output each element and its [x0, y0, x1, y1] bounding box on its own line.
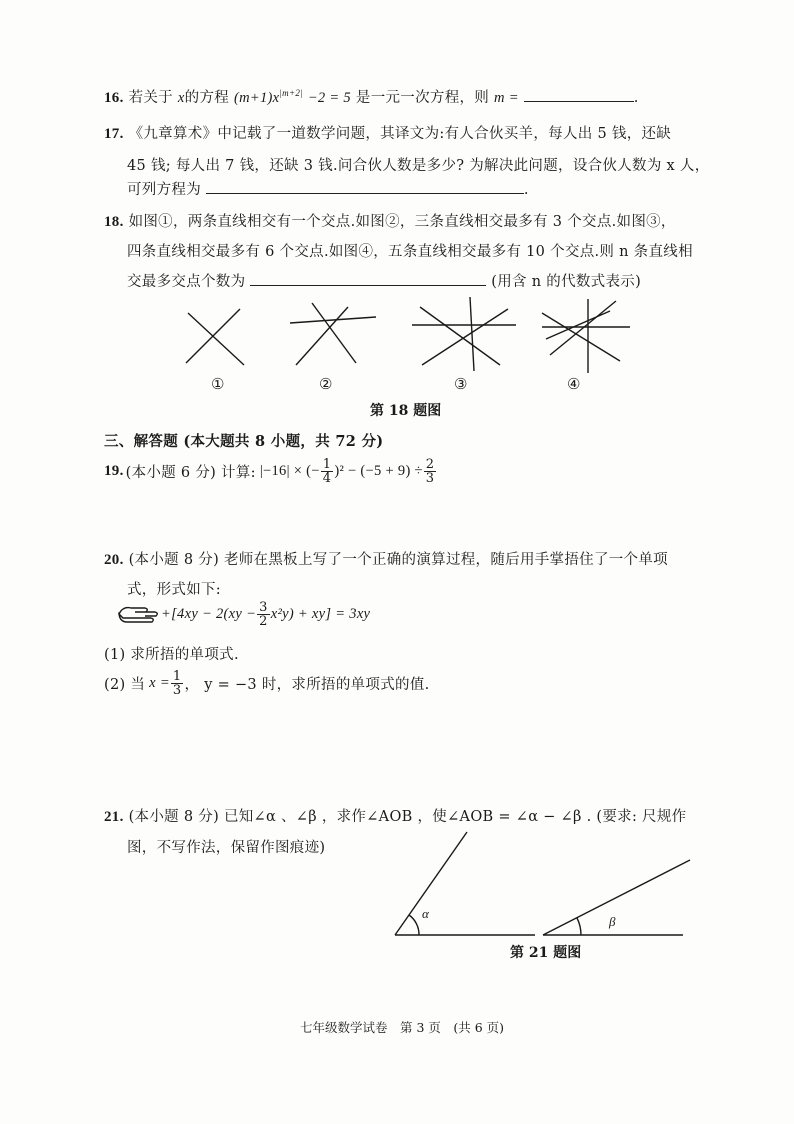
question-16 [104, 86, 639, 107]
q20-part2-x: x = [149, 675, 170, 691]
answer-blank[interactable] [524, 89, 634, 102]
q19-frac2-num: 2 [425, 457, 435, 472]
question-19 [104, 458, 437, 485]
q16-equation-rest: −2 = 5 [307, 90, 351, 106]
q16-equation-lhs: (m+1)x [233, 90, 280, 106]
angle-beta [543, 860, 690, 935]
figure-label-3: ③ [454, 375, 468, 393]
figure-label-4: ④ [567, 375, 581, 393]
q20-formula [115, 600, 370, 628]
q17-end: . [523, 182, 529, 198]
q21-line2: 图，不写作法，保留作图痕迹) [127, 840, 326, 856]
q20-line1: (本小题 8 分) 老师在黑板上写了一个正确的演算过程，随后用手掌捂住了一个单项 [128, 552, 668, 568]
q17-line2: 45 钱; 每人出 7 钱，还缺 3 钱.问合伙人数是多少? 为解决此问题，设合伙人数为 x 人， [127, 158, 710, 174]
figure-18-caption: 第 18 题图 [370, 403, 442, 419]
question-number: 18. [104, 214, 124, 230]
figure-18-3 [412, 297, 516, 371]
q17-line3-text: 可列方程为 [127, 182, 201, 198]
q20-part1: (1) 求所捂的单项式. [104, 647, 239, 663]
alpha-label: α [422, 906, 429, 921]
q18-line3-text: 交最多交点个数为 [127, 274, 246, 290]
q21-line1: (本小题 8 分) 已知∠α 、∠β ，求作∠AOB ，使∠AOB = ∠α − ∠β . (要求: 尺规作 [128, 809, 687, 825]
q16-prefix: 若关于 [128, 90, 173, 106]
figure-18-2 [290, 303, 376, 365]
answer-blank[interactable] [206, 181, 524, 194]
hand-icon [115, 600, 161, 628]
q20-part2-frac-num: 1 [172, 669, 182, 684]
q20-frac-num: 3 [259, 599, 268, 615]
q18-line3 [127, 270, 641, 291]
q20-part2 [104, 670, 430, 697]
section-3-title: 三、解答题 (本大题共 8 小题，共 72 分) [104, 433, 384, 450]
question-number: 16. [104, 90, 124, 106]
figure-label-1: ① [211, 375, 225, 393]
question-number: 17. [104, 126, 124, 142]
var-x: x [177, 90, 185, 106]
q19-frac1-den: 4 [322, 471, 332, 486]
question-20 [104, 548, 668, 569]
fraction [424, 458, 437, 485]
angle-alpha [395, 832, 535, 935]
q19-intro: (本小题 6 分) 计算: [125, 465, 256, 481]
question-18 [104, 210, 676, 231]
q16-answer-label: m = [494, 90, 519, 106]
q18-line2: 四条直线相交最多有 6 个交点.如图④，五条直线相交最多有 10 个交点.则 n 条直线相 [127, 244, 693, 260]
figure-18-4 [542, 299, 630, 373]
q19-expr-a: |−16| × (− [259, 463, 320, 479]
q20-part2-frac-den: 3 [172, 683, 182, 698]
q20-frac-den: 2 [259, 613, 268, 629]
fraction [257, 601, 270, 628]
q20-formula-b: x²y) + xy] = 3xy [270, 605, 371, 622]
q20-part2-b: ， y = −3 时，求所捂的单项式的值. [184, 677, 430, 693]
q16-suffix: 是一元一次方程，则 [355, 90, 490, 106]
figure-18-1 [186, 309, 244, 365]
fraction [321, 458, 334, 485]
q17-line3 [127, 178, 529, 199]
answer-blank[interactable] [250, 273, 486, 286]
q20-part2-a: (2) 当 [104, 677, 146, 693]
q18-line3-suffix: (用含 n 的代数式表示) [491, 274, 642, 290]
fraction [171, 670, 184, 697]
question-number: 19. [104, 463, 124, 479]
q16-exponent: |m+2| [279, 88, 303, 99]
q17-line1: 《九章算术》中记载了一道数学问题，其译文为:有人合伙买羊，每人出 5 钱，还缺 [128, 126, 672, 142]
q20-line2: 式，形式如下: [127, 582, 221, 598]
q18-line1: 如图①，两条直线相交有一个交点.如图②，三条直线相交最多有 3 个交点.如图③， [128, 214, 676, 230]
page-footer: 七年级数学试卷 第 3 页 (共 6 页) [300, 1020, 505, 1035]
q16-middle: 的方程 [184, 90, 230, 106]
question-17 [104, 122, 671, 143]
figure-label-2: ② [319, 375, 333, 393]
beta-label: β [609, 914, 616, 929]
q16-end: . [633, 90, 639, 106]
question-number: 21. [104, 809, 124, 825]
q19-frac1-num: 1 [322, 457, 332, 472]
q19-expr-b: )² − (−5 + 9) ÷ [334, 463, 423, 479]
figure-21-caption: 第 21 题图 [510, 945, 582, 961]
q20-formula-a: +[4xy − 2(xy − [161, 605, 257, 622]
q19-frac2-den: 3 [425, 471, 435, 486]
figure-21 [385, 820, 705, 945]
question-number: 20. [104, 552, 124, 568]
